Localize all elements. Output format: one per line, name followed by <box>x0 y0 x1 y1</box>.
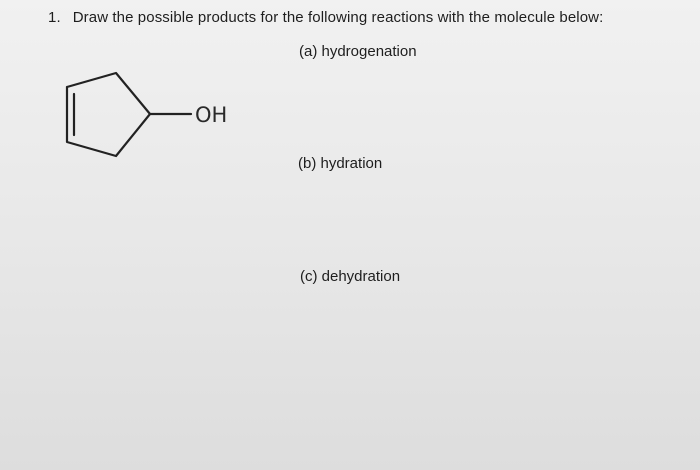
question-prompt <box>48 9 603 26</box>
ring-bonds <box>67 73 150 156</box>
question-number: 1. <box>48 9 61 26</box>
part-a-label: (a) hydrogenation <box>299 43 417 60</box>
question-text: Draw the possible products for the following reactions with the molecule below: <box>72 9 604 26</box>
cyclopentenylmethanol-structure <box>55 60 255 170</box>
hydroxyl-label: OH <box>195 103 228 127</box>
part-c-label: (c) dehydration <box>300 268 401 285</box>
part-b-label: (b) hydration <box>298 155 383 172</box>
